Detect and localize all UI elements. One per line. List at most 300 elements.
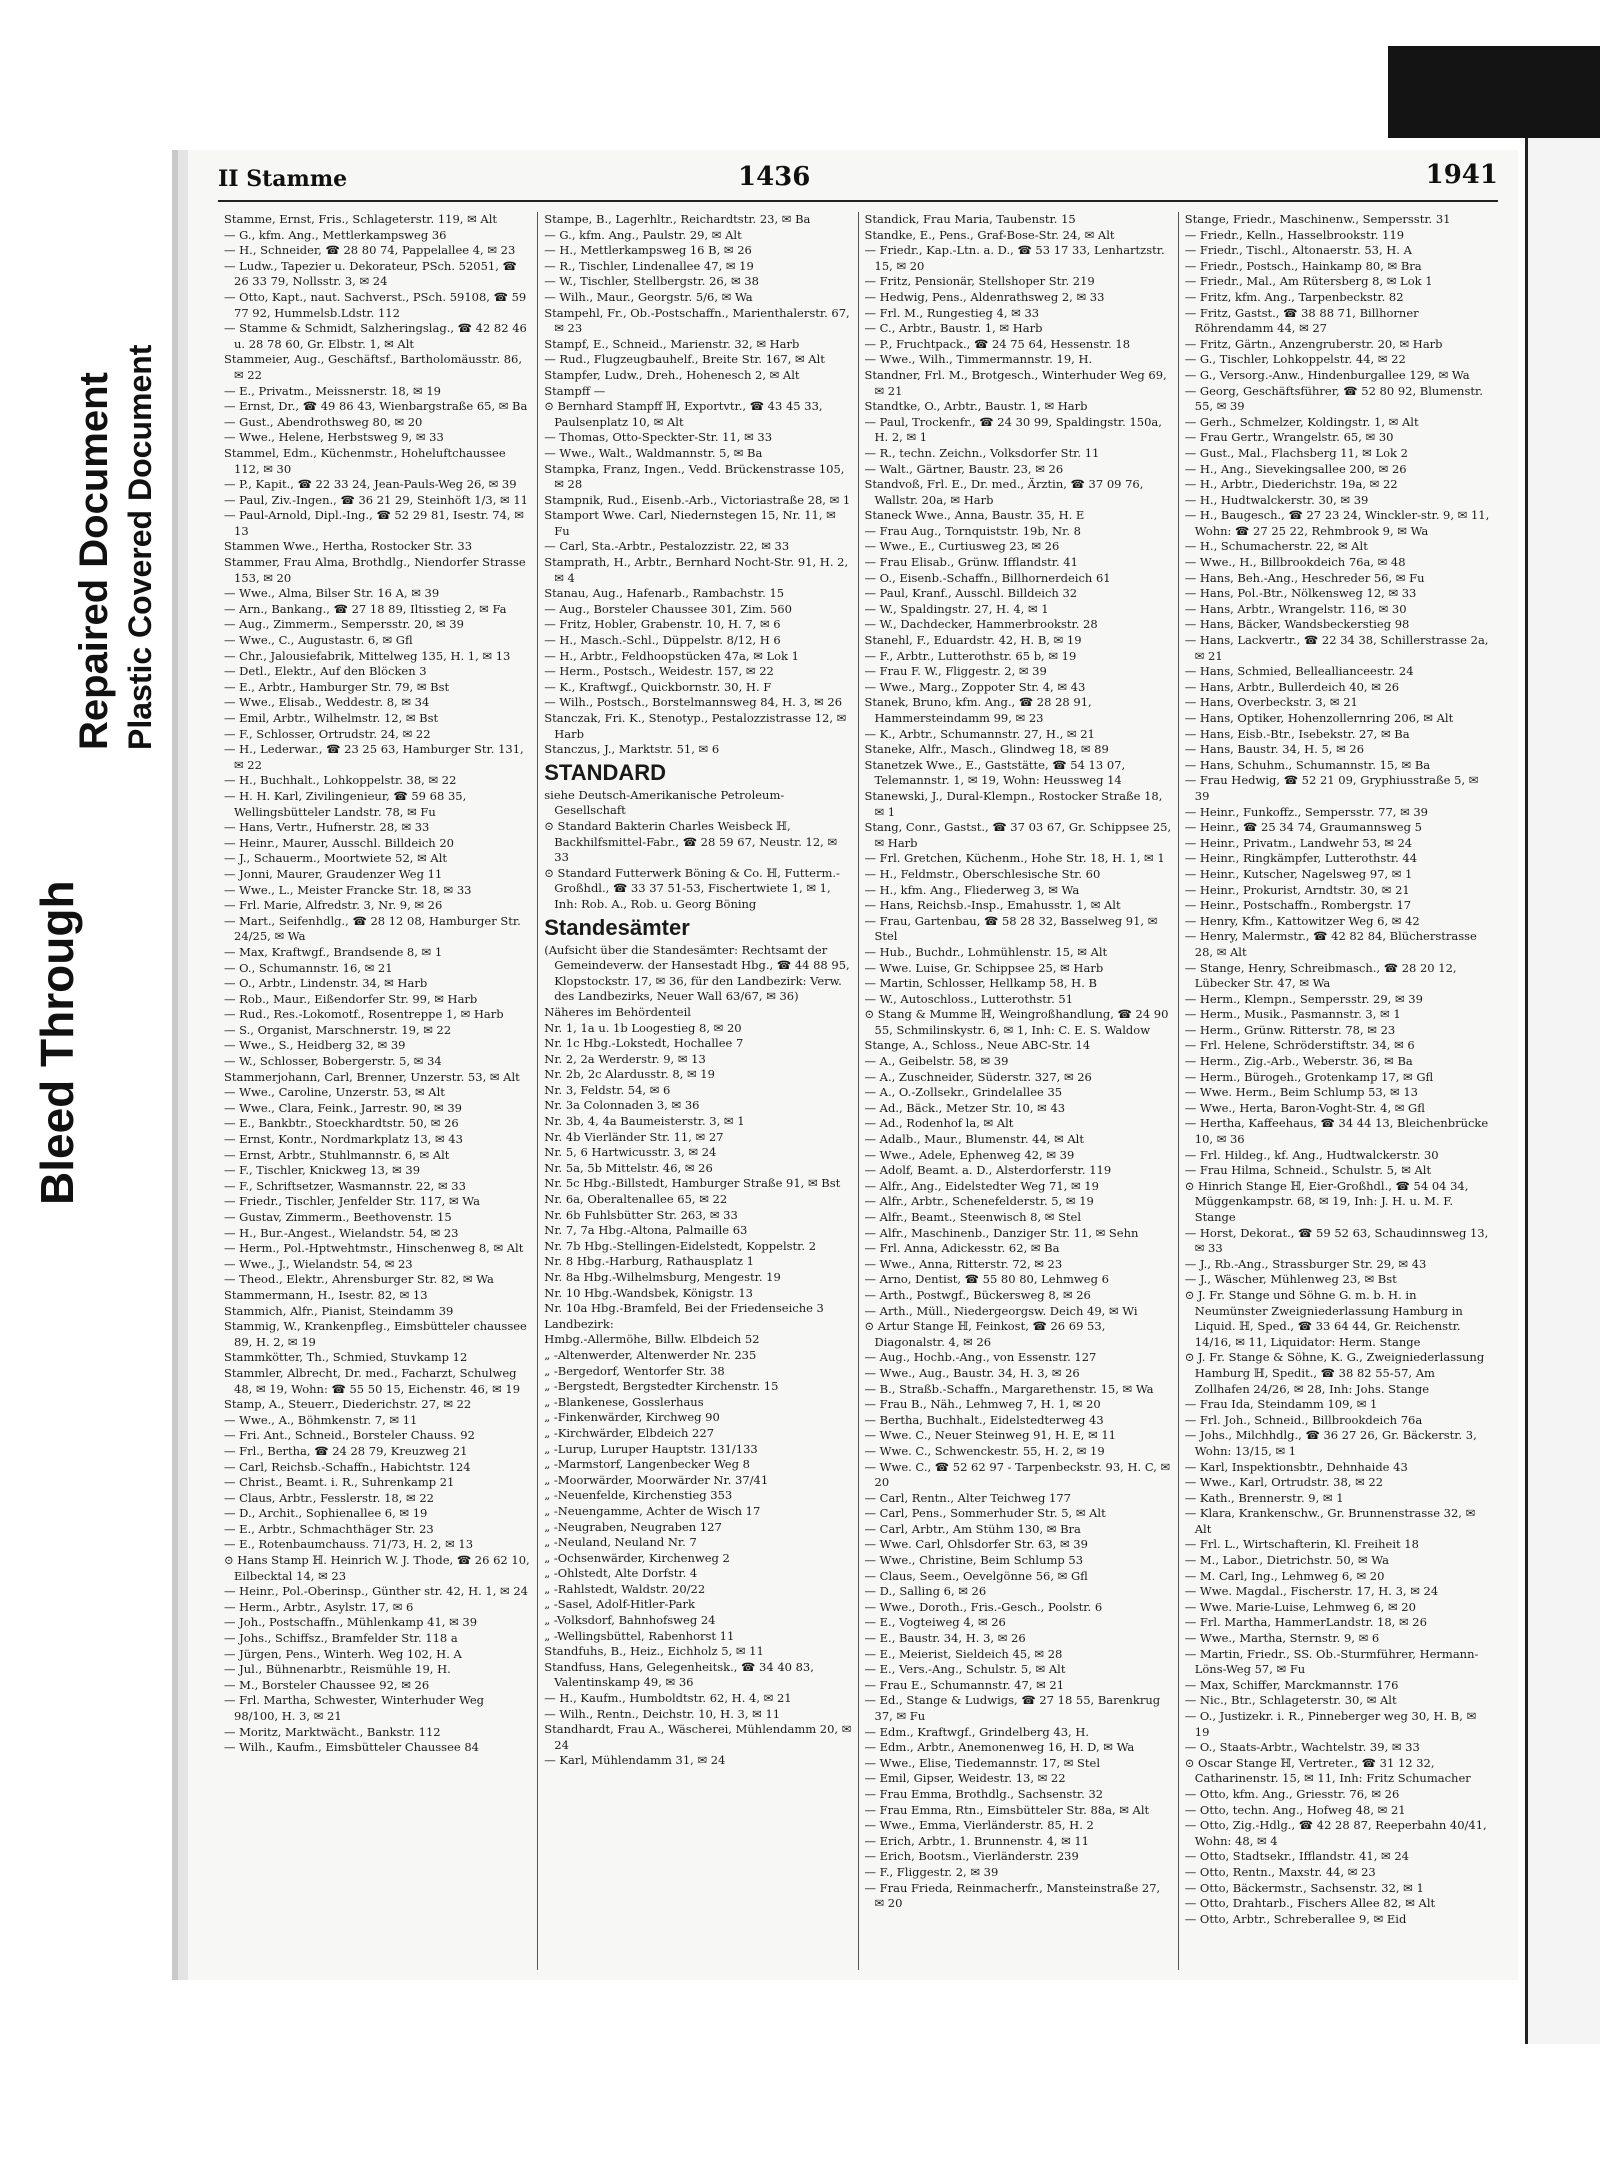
directory-entry: — Wwe. Magdal., Fischerstr. 17, H. 3, ✉ 24	[1184, 1584, 1439, 1599]
directory-entry: — Heinr., ☎ 25 34 74, Graumannsweg 5	[1184, 820, 1422, 835]
directory-entry: — Frl. M., Rungestieg 4, ✉ 33	[864, 305, 1040, 320]
directory-entry: — Otto, Rentn., Maxstr. 44, ✉ 23	[1184, 1864, 1376, 1879]
directory-entry: — B., Straßb.-Schaffn., Margarethenstr. 15, ✉ Wa	[864, 1381, 1154, 1396]
directory-entry: — G., Tischler, Lohkoppelstr. 44, ✉ 22	[1184, 352, 1406, 367]
directory-entry: — Wwe. C., ☎ 52 62 97 - Tarpenbeckstr. 93, H. C, ✉ 20	[864, 1459, 1171, 1490]
directory-entry: — Hans, Bäcker, Wandsbeckerstieg 98	[1184, 617, 1410, 632]
directory-entry: Stammen Wwe., Hertha, Rostocker Str. 33	[224, 539, 473, 554]
directory-entry: — Paul, Trockenfr., ☎ 24 30 99, Spaldingstr. 150a, H. 2, ✉ 1	[864, 414, 1162, 445]
directory-entry: „ -Kirchwärder, Elbdeich 227	[544, 1425, 715, 1440]
directory-entry: — Frl. Helene, Schröderstiftstr. 34, ✉ 6	[1184, 1038, 1415, 1053]
directory-entry: — Martin, Schlosser, Hellkamp 58, H. B	[864, 976, 1097, 991]
directory-entry: — Friedr., Kap.-Ltn. a. D., ☎ 53 17 33, Lenhartzstr. 15, ✉ 20	[864, 243, 1165, 273]
directory-entry: — Stange, Henry, Schreibmasch., ☎ 28 20 12, Lübecker Str. 47, ✉ Wa	[1184, 960, 1457, 991]
directory-entry: — Frau Frieda, Reinmacherfr., Mansteinstraße 27, ✉ 20	[864, 1880, 1161, 1911]
directory-entry: — Wwe., L., Meister Francke Str. 18, ✉ 33	[224, 882, 472, 897]
directory-entry: — Aug., Zimmerm., Sempersstr. 20, ✉ 39	[224, 617, 464, 632]
directory-page	[172, 150, 1518, 1980]
directory-entry: — Herm., Grünw. Ritterstr. 78, ✉ 23	[1184, 1022, 1396, 1037]
directory-entry: — Aug., Hochb.-Ang., von Essenstr. 127	[864, 1350, 1097, 1365]
directory-entry: „ -Neuengamme, Achter de Wisch 17	[544, 1503, 761, 1518]
directory-entry: — O., Staats-Arbtr., Wachtelstr. 39, ✉ 33	[1184, 1740, 1420, 1755]
directory-entry: — Hedwig, Pens., Aldenrathsweg 2, ✉ 33	[864, 289, 1105, 304]
plastic-covered-label: Plastic Covered Document	[122, 344, 158, 750]
directory-entry: Stanetzek Wwe., E., Gaststätte, ☎ 54 13 07, Telemannstr. 1, ✉ 19, Wohn: Heussweg 14	[864, 757, 1126, 788]
directory-entry: — Friedr., Tischler, Jenfelder Str. 117, ✉ Wa	[224, 1194, 480, 1209]
page-number: 1436	[738, 162, 811, 192]
directory-entry: — Friedr., Kelln., Hasselbrookstr. 119	[1184, 227, 1405, 242]
directory-entry: — Frau F. W., Fliggestr. 2, ✉ 39	[864, 664, 1047, 679]
directory-entry: — E., Rotenbaumchauss. 71/73, H. 2, ✉ 13	[224, 1537, 474, 1552]
directory-entry: — M., Labor., Dietrichstr. 50, ✉ Wa	[1184, 1553, 1389, 1568]
directory-entry: Stange, A., Schloss., Neue ABC-Str. 14	[864, 1038, 1091, 1053]
directory-entry: Stang, Conr., Gastst., ☎ 37 03 67, Gr. Schippsee 25, ✉ Harb	[864, 820, 1172, 850]
directory-entry: — Wilh., Maur., Georgstr. 5/6, ✉ Wa	[544, 289, 753, 304]
directory-entry: Stammeier, Aug., Geschäftsf., Bartholomäusstr. 86, ✉ 22	[224, 352, 523, 382]
directory-entry: — Frau Gertr., Wrangelstr. 65, ✉ 30	[1184, 430, 1394, 445]
directory-entry: — Hans, Baustr. 34, H. 5, ✉ 26	[1184, 742, 1365, 757]
directory-entry: — Wwe. Luise, Gr. Schippsee 25, ✉ Harb	[864, 960, 1104, 975]
directory-entry: — Adolf, Beamt. a. D., Alsterdorferstr. 119	[864, 1163, 1112, 1178]
directory-entry: — Fritz, kfm. Ang., Tarpenbeckstr. 82	[1184, 289, 1404, 304]
directory-entry: STANDARD	[544, 759, 667, 785]
directory-entry: — M. Carl, Ing., Lehmweg 6, ✉ 20	[1184, 1568, 1385, 1583]
directory-entry: — Paul-Arnold, Dipl.-Ing., ☎ 52 29 81, Isestr. 74, ✉ 13	[224, 508, 524, 538]
directory-entry: Standick, Frau Maria, Taubenstr. 15	[864, 212, 1076, 226]
directory-entry: Stange, Friedr., Maschinenw., Sempersstr. 31	[1184, 212, 1451, 226]
directory-entry: — Wwe., Elisab., Weddestr. 8, ✉ 34	[224, 695, 430, 710]
directory-entry: Nr. 2b, 2c Alardusstr. 8, ✉ 19	[544, 1067, 715, 1082]
directory-entry: Stammel, Edm., Küchenmstr., Hoheluftchaussee 112, ✉ 30	[224, 445, 506, 476]
directory-entry: — Wwe., Aug., Baustr. 34, H. 3, ✉ 26	[864, 1365, 1080, 1380]
directory-entry: — Otto, kfm. Ang., Griesstr. 76, ✉ 26	[1184, 1786, 1400, 1801]
directory-entry: — Ad., Bäck., Metzer Str. 10, ✉ 43	[864, 1100, 1066, 1115]
directory-entry: „ -Marmstorf, Langenbecker Weg 8	[544, 1457, 750, 1472]
directory-entry: — P., Fruchtpack., ☎ 24 75 64, Hessenstr. 18	[864, 336, 1131, 351]
directory-entry: — A., Zuschneider, Süderstr. 327, ✉ 26	[864, 1069, 1092, 1084]
directory-entry: — E., Arbtr., Hamburger Str. 79, ✉ Bst	[224, 679, 450, 694]
directory-entry: — Christ., Beamt. i. R., Suhrenkamp 21	[224, 1475, 455, 1490]
directory-entry: — Frl., Bertha, ☎ 24 28 79, Kreuzweg 21	[224, 1443, 468, 1458]
directory-entry: — Wwe., Caroline, Unzerstr. 53, ✉ Alt	[224, 1085, 445, 1100]
directory-entry: — E., Baustr. 34, H. 3, ✉ 26	[864, 1631, 1026, 1646]
directory-entry: — Wwe., Elise, Tiedemannstr. 17, ✉ Stel	[864, 1755, 1101, 1770]
directory-entry: — Otto, Stadtsekr., Ifflandstr. 41, ✉ 24	[1184, 1849, 1409, 1864]
directory-entry: — Georg, Geschäftsführer, ☎ 52 80 92, Blumenstr. 55, ✉ 39	[1184, 383, 1483, 414]
directory-entry: — J., Schauerm., Moortwiete 52, ✉ Alt	[224, 851, 447, 866]
bleed-through-label: Bleed Through	[31, 880, 83, 1205]
directory-entry: — Thomas, Otto-Speckter-Str. 11, ✉ 33	[544, 430, 773, 445]
directory-entry: Näheres im Behördenteil	[544, 1004, 691, 1019]
directory-entry: — Friedr., Tischl., Altonaerstr. 53, H. A	[1184, 243, 1412, 258]
directory-entry: Nr. 6a, Oberaltenallee 65, ✉ 22	[544, 1192, 728, 1207]
directory-entry: — Frl. L., Wirtschafterin, Kl. Freiheit 18	[1184, 1537, 1419, 1552]
directory-entry: — Chr., Jalousiefabrik, Mittelweg 135, H. 1, ✉ 13	[224, 648, 511, 663]
directory-entry: — G., kfm. Ang., Mettlerkampsweg 36	[224, 227, 447, 242]
directory-entry: — Herm., Arbtr., Asylstr. 17, ✉ 6	[224, 1599, 414, 1614]
column-3	[859, 212, 1179, 1970]
directory-entry: — Johs., Milchhdlg., ☎ 36 27 26, Gr. Bäckerstr. 3, Wohn: 13/15, ✉ 1	[1184, 1428, 1477, 1458]
directory-entry: ⊙ Standard Bakterin Charles Weisbeck ℍ, Backhilfsmittel-Fabr., ☎ 28 59 67, Neustr. 12, ✉ 33	[544, 818, 838, 865]
directory-entry: — Hans, Arbtr., Wrangelstr. 116, ✉ 30	[1184, 601, 1407, 616]
directory-entry: Nr. 1, 1a u. 1b Loogestieg 8, ✉ 20	[544, 1020, 742, 1035]
directory-entry: — H., Schumacherstr. 22, ✉ Alt	[1184, 539, 1368, 554]
directory-entry: — H., Feldmstr., Oberschlesische Str. 60	[864, 866, 1101, 881]
directory-entry: — Wwe., Doroth., Fris.-Gesch., Poolstr. 6	[864, 1599, 1103, 1614]
directory-entry: — Martin, Friedr., SS. Ob.-Sturmführer, Hermann-Löns-Weg 57, ✉ Fu	[1184, 1646, 1479, 1677]
directory-entry: — Frau Emma, Brothdlg., Sachsenstr. 32	[864, 1786, 1104, 1801]
directory-entry: — Hans, Schuhm., Schumannstr. 15, ✉ Ba	[1184, 757, 1431, 772]
directory-entry: — Frl. Marie, Alfredstr. 3, Nr. 9, ✉ 26	[224, 898, 443, 913]
directory-entry: — Mart., Seifenhdlg., ☎ 28 12 08, Hamburger Str. 24/25, ✉ Wa	[224, 913, 521, 944]
directory-entry: Stampf, E., Schneid., Marienstr. 32, ✉ Harb	[544, 336, 800, 351]
directory-entry: — Otto, Arbtr., Schreberallee 9, ✉ Eid	[1184, 1911, 1407, 1926]
directory-entry: — Frl. Martha, Schwester, Winterhuder Weg 98/100, H. 3, ✉ 21	[224, 1693, 485, 1723]
directory-entry: — W., Schlosser, Bobergerstr. 5, ✉ 34	[224, 1054, 442, 1069]
directory-entry: Standfuhs, B., Heiz., Eichholz 5, ✉ 11	[544, 1644, 764, 1659]
directory-entry: — O., Arbtr., Lindenstr. 34, ✉ Harb	[224, 976, 428, 991]
directory-entry: — W., Autoschloss., Lutterothstr. 51	[864, 991, 1074, 1006]
directory-entry: Stammich, Alfr., Pianist, Steindamm 39	[224, 1303, 454, 1318]
directory-entry: — Heinr., Postschaffn., Rombergstr. 17	[1184, 898, 1412, 913]
directory-entry: — Alfr., Arbtr., Schenefelderstr. 5, ✉ 19	[864, 1194, 1094, 1209]
directory-entry: — Ernst, Kontr., Nordmarkplatz 13, ✉ 43	[224, 1132, 463, 1147]
directory-entry: — Emil, Arbtr., Wilhelmstr. 12, ✉ Bst	[224, 711, 439, 725]
directory-entry: Stammler, Albrecht, Dr. med., Facharzt, Schulweg 48, ✉ 19, Wohn: ☎ 55 50 15, Eichenstr. 46, ✉ 19	[224, 1365, 521, 1396]
directory-entry: — H., Mettlerkampsweg 16 B, ✉ 26	[544, 243, 752, 258]
directory-entry: Stanek, Bruno, kfm. Ang., ☎ 28 28 91, Hammersteindamm 99, ✉ 23	[864, 695, 1092, 725]
directory-entry: Nr. 10a Hbg.-Bramfeld, Bei der Friedenseiche 3	[544, 1301, 824, 1316]
directory-entry: — Wwe., Karl, Ortrudstr. 38, ✉ 22	[1184, 1475, 1384, 1490]
directory-entry: — Gerh., Schmelzer, Koldingstr. 1, ✉ Alt	[1184, 414, 1419, 429]
directory-entry: Stamport Wwe. Carl, Niedernstegen 15, Nr. 11, ✉ Fu	[544, 508, 836, 538]
directory-entry: — Heinr., Privatm., Landwehr 53, ✉ 24	[1184, 835, 1413, 850]
directory-entry: — Frau B., Näh., Lehmweg 7, H. 1, ✉ 20	[864, 1397, 1101, 1412]
directory-entry: — Wwe., Helene, Herbstsweg 9, ✉ 33	[224, 430, 444, 445]
directory-entry: Nr. 3a Colonnaden 3, ✉ 36	[544, 1098, 700, 1113]
directory-entry: — Horst, Dekorat., ☎ 59 52 63, Schaudinnsweg 13, ✉ 33	[1184, 1225, 1489, 1256]
directory-entry: — Fri. Ant., Schneid., Borsteler Chauss. 92	[224, 1428, 475, 1443]
directory-entry: — Rob., Maur., Eißendorfer Str. 99, ✉ Harb	[224, 991, 478, 1006]
directory-entry: — Alfr., Beamt., Steenwisch 8, ✉ Stel	[864, 1210, 1082, 1224]
directory-entry: Stanehl, F., Eduardstr. 42, H. B, ✉ 19	[864, 633, 1082, 648]
directory-entry: — Wwe., S., Heidberg 32, ✉ 39	[224, 1038, 406, 1053]
directory-entry: „ -Neuenfelde, Kirchenstieg 353	[544, 1488, 733, 1503]
directory-entry: — Wwe., H., Billbrookdeich 76a, ✉ 48	[1184, 555, 1406, 570]
directory-entry: — E., Bankbtr., Stoeckhardtstr. 50, ✉ 26	[224, 1116, 459, 1131]
directory-entry: — Friedr., Postsch., Hainkamp 80, ✉ Bra	[1184, 258, 1422, 273]
directory-entry: Standvoß, Frl. E., Dr. med., Ärztin, ☎ 37 09 76, Wallstr. 20a, ✉ Harb	[864, 477, 1144, 507]
directory-entry: — Edm., Arbtr., Anemonenweg 16, H. D, ✉ Wa	[864, 1740, 1135, 1755]
directory-entry: — Wilh., Kaufm., Eimsbütteler Chaussee 84	[224, 1740, 479, 1755]
directory-entry: — Hans, Eisb.-Btr., Isebekstr. 27, ✉ Ba	[1184, 726, 1410, 741]
directory-entry: — M., Borsteler Chaussee 92, ✉ 26	[224, 1677, 430, 1692]
directory-entry: Stampff —	[544, 383, 606, 398]
directory-entry: Nr. 5a, 5b Mittelstr. 46, ✉ 26	[544, 1160, 713, 1175]
directory-entry: — Herm., Bürogeh., Grotenkamp 17, ✉ Gfl	[1184, 1069, 1434, 1084]
directory-entry: — Max, Kraftwgf., Brandsende 8, ✉ 1	[224, 944, 443, 959]
directory-entry: — Frau Ida, Steindamm 109, ✉ 1	[1184, 1397, 1378, 1412]
directory-entry: Stanczak, Fri. K., Stenotyp., Pestalozzistrasse 12, ✉ Harb	[544, 711, 847, 741]
directory-entry: „ -Bergedorf, Wentorfer Str. 38	[544, 1363, 725, 1378]
directory-entry: — Otto, techn. Ang., Hofweg 48, ✉ 21	[1184, 1802, 1406, 1817]
directory-entry: — H., Kaufm., Humboldtstr. 62, H. 4, ✉ 21	[544, 1691, 792, 1706]
directory-entry: — Carl, Arbtr., Am Stühm 130, ✉ Bra	[864, 1521, 1081, 1536]
directory-entry: — H., Masch.-Schl., Düppelstr. 8/12, H 6	[544, 633, 781, 648]
directory-entry: — Fritz, Pensionär, Stellshoper Str. 219	[864, 274, 1095, 289]
directory-entry: — W., Spaldingstr. 27, H. 4, ✉ 1	[864, 601, 1049, 616]
directory-entry: — Bertha, Buchhalt., Eidelstedterweg 43	[864, 1412, 1104, 1427]
directory-entry: ⊙ Hinrich Stange ℍ, Eier-Großhdl., ☎ 54 04 34, Müggenkampstr. 68, ✉ 19, Inh: J. H. u. M. F. Stange	[1184, 1178, 1469, 1224]
directory-entry: „ -Ohlstedt, Alte Dorfstr. 4	[544, 1566, 698, 1581]
directory-entry: — Paul, Ziv.-Ingen., ☎ 36 21 29, Steinhöft 1/3, ✉ 11	[224, 492, 528, 507]
directory-entry: — Wwe., Herta, Baron-Voght-Str. 4, ✉ Gfl	[1184, 1100, 1425, 1115]
directory-entry: — Klara, Krankenschw., Gr. Brunnenstrasse 32, ✉ Alt	[1184, 1506, 1476, 1536]
entry-columns	[218, 212, 1498, 1970]
directory-entry: — Frau Elisab., Grünw. Ifflandstr. 41	[864, 555, 1078, 570]
directory-entry: Nr. 8a Hbg.-Wilhelmsburg, Mengestr. 19	[544, 1270, 781, 1284]
directory-entry: — H., Schneider, ☎ 28 80 74, Pappelallee 4, ✉ 23	[224, 243, 516, 258]
directory-entry: „ -Bergstedt, Bergstedter Kirchenstr. 15	[544, 1379, 779, 1394]
directory-entry: Landbezirk:	[544, 1316, 614, 1331]
directory-entry: — O., Eisenb.-Schaffn., Billhornerdeich 61	[864, 570, 1111, 585]
directory-entry: Nr. 5, 6 Hartwicusstr. 3, ✉ 24	[544, 1145, 717, 1160]
directory-entry: — Heinr., Kutscher, Nagelsweg 97, ✉ 1	[1184, 866, 1413, 881]
directory-entry: — J., Rb.-Ang., Strassburger Str. 29, ✉ 43	[1184, 1256, 1427, 1271]
directory-entry: — Hans, Arbtr., Bullerdeich 40, ✉ 26	[1184, 679, 1400, 694]
directory-entry: — Fritz, Gastst., ☎ 38 88 71, Billhorner Röhrendamm 44, ✉ 27	[1184, 305, 1419, 336]
directory-entry: — H., Lederwar., ☎ 23 25 63, Hamburger Str. 131, ✉ 22	[224, 742, 524, 772]
directory-entry: — Ed., Stange & Ludwigs, ☎ 27 18 55, Barenkrug 37, ✉ Fu	[864, 1693, 1161, 1723]
directory-entry: — Otto, Bäckermstr., Sachsenstr. 32, ✉ 1	[1184, 1880, 1424, 1895]
directory-entry: — Frau Aug., Tornquiststr. 19b, Nr. 8	[864, 523, 1081, 538]
directory-entry: — Wwe., Anna, Ritterstr. 72, ✉ 23	[864, 1256, 1063, 1271]
directory-entry: — Heinr., Funkoffz., Sempersstr. 77, ✉ 39	[1184, 804, 1428, 819]
directory-entry: — Fritz, Hobler, Grabenstr. 10, H. 7, ✉ 6	[544, 617, 781, 632]
directory-entry: — Rud., Flugzeugbauhelf., Breite Str. 167, ✉ Alt	[544, 352, 825, 367]
directory-entry: — Wwe. Marie-Luise, Lehmweg 6, ✉ 20	[1184, 1599, 1416, 1614]
directory-entry: — Erich, Arbtr., 1. Brunnenstr. 4, ✉ 11	[864, 1833, 1089, 1848]
directory-entry: (Aufsicht über die Standesämter: Rechtsamt der Gemeindeverw. der Hansestadt Hbg., ☎ 44 88 95, Klopstockstr. 17, ✉ 36, für den Landbezirk: Verw. des Landbezirks, Neuer Wall 63/67, ✉ 36)	[544, 942, 850, 1004]
directory-entry: Nr. 2, 2a Werderstr. 9, ✉ 13	[544, 1051, 706, 1066]
directory-entry: — O., Justizekr. i. R., Pinneberger weg 30, H. B, ✉ 19	[1184, 1709, 1477, 1739]
directory-entry: Stammig, W., Krankenpfleg., Eimsbütteler chaussee 89, H. 2, ✉ 19	[224, 1319, 527, 1349]
directory-entry: Nr. 8 Hbg.-Harburg, Rathausplatz 1	[544, 1254, 754, 1269]
directory-entry: — Wwe., Wilh., Timmermannstr. 19, H.	[864, 352, 1093, 367]
directory-entry: — G., kfm. Ang., Paulstr. 29, ✉ Alt	[544, 227, 742, 242]
directory-entry: — Jonni, Maurer, Graudenzer Weg 11	[224, 866, 443, 881]
directory-entry: — E., Vogteiweg 4, ✉ 26	[864, 1615, 1006, 1630]
directory-entry: „ -Blankenese, Gosslerhaus	[544, 1394, 704, 1409]
directory-entry: — W., Tischler, Stellbergstr. 26, ✉ 38	[544, 274, 759, 289]
column-1	[218, 212, 538, 1970]
directory-entry: — Heinr., Pol.-Oberinsp., Günther str. 42, H. 1, ✉ 24	[224, 1584, 528, 1599]
directory-entry: — Detl., Elektr., Auf den Blöcken 3	[224, 664, 427, 679]
directory-entry: — H. H. Karl, Zivilingenieur, ☎ 59 68 35, Wellingsbütteler Landstr. 78, ✉ Fu	[224, 788, 467, 819]
directory-entry: — Wwe., A., Böhmkenstr. 7, ✉ 11	[224, 1412, 418, 1427]
directory-entry: — H., Buchhalt., Lohkoppelstr. 38, ✉ 22	[224, 773, 457, 788]
directory-entry: „ -Finkenwärder, Kirchweg 90	[544, 1410, 720, 1425]
directory-entry: — Hans, Vertr., Hufnerstr. 28, ✉ 33	[224, 820, 430, 835]
directory-entry: „ -Volksdorf, Bahnhofsweg 24	[544, 1613, 716, 1628]
directory-entry: ⊙ Oscar Stange ℍ, Vertreter., ☎ 31 12 32, Catharinenstr. 15, ✉ 11, Inh: Fritz Schumacher	[1184, 1755, 1471, 1786]
directory-entry: — Wwe., E., Curtiusweg 23, ✉ 26	[864, 539, 1060, 554]
directory-entry: — Alfr., Maschinenb., Danziger Str. 11, ✉ Sehn	[864, 1225, 1139, 1240]
directory-entry: — Erich, Bootsm., Vierländerstr. 239	[864, 1849, 1079, 1864]
directory-entry: — K., Arbtr., Schumannstr. 27, H., ✉ 21	[864, 726, 1095, 741]
directory-entry: — Wwe. Herm., Beim Schlump 53, ✉ 13	[1184, 1085, 1418, 1100]
directory-entry: Stampehl, Fr., Ob.-Postschaffn., Marienthalerstr. 67, ✉ 23	[544, 305, 850, 336]
directory-entry: — Otto, Zig.-Hdlg., ☎ 42 28 87, Reeperbahn 40/41, Wohn: 48, ✉ 4	[1184, 1818, 1487, 1848]
directory-entry: — Hans, Beh.-Ang., Heschreder 56, ✉ Fu	[1184, 570, 1425, 585]
directory-entry: — Theod., Elektr., Ahrensburger Str. 82, ✉ Wa	[224, 1272, 494, 1287]
directory-entry: — Frl. Joh., Schneid., Billbrookdeich 76a	[1184, 1412, 1423, 1427]
directory-entry: — Wilh., Rentn., Deichstr. 10, H. 3, ✉ 11	[544, 1706, 781, 1721]
directory-entry: — F., Schriftsetzer, Wasmannstr. 22, ✉ 33	[224, 1178, 466, 1193]
directory-entry: Standtke, O., Arbtr., Baustr. 1, ✉ Harb	[864, 399, 1088, 414]
directory-entry: — Frau, Gartenbau, ☎ 58 28 32, Basselweg 91, ✉ Stel	[864, 913, 1158, 944]
directory-entry: — Ad., Rodenhof la, ✉ Alt	[864, 1116, 1014, 1131]
column-2	[538, 212, 858, 1970]
directory-entry: Stampka, Franz, Ingen., Vedd. Brückenstrasse 105, ✉ 28	[544, 461, 845, 492]
directory-entry: „ -Wellingsbüttel, Rabenhorst 11	[544, 1628, 735, 1643]
directory-entry: — Paul, Kranf., Ausschl. Billdeich 32	[864, 586, 1078, 601]
directory-entry: — H., Arbtr., Diederichstr. 19a, ✉ 22	[1184, 477, 1398, 492]
directory-entry: — Emil, Gipser, Weidestr. 13, ✉ 22	[864, 1771, 1066, 1786]
directory-entry: — Arno, Dentist, ☎ 55 80 80, Lehmweg 6	[864, 1272, 1109, 1287]
page-header	[218, 158, 1498, 198]
section-title: II Stamme	[218, 166, 348, 192]
directory-entry: — E., Meierist, Sieldeich 45, ✉ 28	[864, 1646, 1063, 1661]
directory-entry: Nr. 7, 7a Hbg.-Altona, Palmaille 63	[544, 1223, 748, 1238]
directory-entry: — Hans, Pol.-Btr., Nölkensweg 12, ✉ 33	[1184, 586, 1417, 601]
directory-entry: ⊙ J. Fr. Stange & Söhne, K. G., Zweigniederlassung Hamburg ℍ, Spedit., ☎ 38 82 55-57, Am Zollhafen 24/26, ✉ 28, Inh: Johs. Stange	[1184, 1350, 1485, 1396]
directory-entry: Standner, Frl. M., Brotgesch., Winterhuder Weg 69, ✉ 21	[864, 367, 1167, 398]
directory-entry: — Herm., Musik., Pasmannstr. 3, ✉ 1	[1184, 1007, 1401, 1022]
directory-entry: — Alfr., Ang., Eidelstedter Weg 71, ✉ 19	[864, 1178, 1099, 1193]
directory-entry: Stammer, Frau Alma, Brothdlg., Niendorfer Strasse 153, ✉ 20	[224, 555, 526, 585]
directory-entry: — Adalb., Maur., Blumenstr. 44, ✉ Alt	[864, 1132, 1084, 1147]
directory-entry: ⊙ J. Fr. Stange und Söhne G. m. b. H. in Neumünster Zweigniederlassung Hamburg in Liquid. ℍ, Sped., ☎ 33 64 44, Gr. Reichenstr. 14/16, ✉ 11, Liquidator: Herm. Stange	[1184, 1287, 1463, 1349]
directory-entry: — R., techn. Zeichn., Volksdorfer Str. 11	[864, 445, 1100, 460]
directory-entry: — F., Tischler, Knickweg 13, ✉ 39	[224, 1163, 421, 1178]
directory-entry: Staneck Wwe., Anna, Baustr. 35, H. E	[864, 508, 1085, 523]
directory-entry: — Wwe., Adele, Ephenweg 42, ✉ 39	[864, 1147, 1075, 1162]
directory-entry: — Gust., Abendrothsweg 80, ✉ 20	[224, 414, 423, 429]
directory-entry: Stammerjohann, Carl, Brenner, Unzerstr. 53, ✉ Alt	[224, 1069, 520, 1084]
directory-entry: — C., Arbtr., Baustr. 1, ✉ Harb	[864, 321, 1043, 336]
column-4	[1179, 212, 1498, 1970]
directory-entry: — Arth., Postwgf., Bückersweg 8, ✉ 26	[864, 1287, 1091, 1302]
directory-entry: — D., Archit., Sophienallee 6, ✉ 19	[224, 1506, 428, 1521]
directory-entry: — Moritz, Marktwächt., Bankstr. 112	[224, 1724, 441, 1739]
next-page-edge	[1525, 138, 1600, 2044]
directory-entry: — Max, Schiffer, Marckmannstr. 176	[1184, 1677, 1399, 1692]
directory-entry: — Wwe., Marg., Zoppoter Str. 4, ✉ 43	[864, 679, 1086, 694]
directory-entry: — Carl, Rentn., Alter Teichweg 177	[864, 1490, 1071, 1505]
directory-entry: — Carl, Reichsb.-Schaffn., Habichtstr. 124	[224, 1459, 471, 1474]
directory-entry: — W., Dachdecker, Hammerbrookstr. 28	[864, 617, 1098, 632]
directory-entry: — Kath., Brennerstr. 9, ✉ 1	[1184, 1490, 1344, 1505]
directory-entry: — Karl, Mühlendamm 31, ✉ 24	[544, 1753, 726, 1768]
directory-entry: — P., Kapit., ☎ 22 33 24, Jean-Pauls-Weg 26, ✉ 39	[224, 477, 517, 492]
directory-entry: — Heinr., Ringkämpfer, Lutterothstr. 44	[1184, 851, 1418, 866]
directory-entry: — Jul., Bühnenarbtr., Reismühle 19, H.	[224, 1662, 451, 1677]
directory-entry: — H., Baugesch., ☎ 27 23 24, Winckler-str. 9, ✉ 11, Wohn: ☎ 27 25 22, Rehmbrook 9, ✉ Wa	[1184, 508, 1490, 538]
directory-entry: — Heinr., Prokurist, Arndtstr. 30, ✉ 21	[1184, 882, 1410, 897]
directory-entry: Hmbg.-Allermöhe, Billw. Elbdeich 52	[544, 1332, 760, 1347]
directory-entry: — Herm., Postsch., Weidestr. 157, ✉ 22	[544, 664, 774, 679]
directory-entry: — A., O.-Zollsekr., Grindelallee 35	[864, 1085, 1063, 1100]
directory-entry: — Frau Hilma, Schneid., Schulstr. 5, ✉ Alt	[1184, 1163, 1432, 1178]
directory-entry: Stanewski, J., Dural-Klempn., Rostocker Straße 18, ✉ 1	[864, 788, 1163, 819]
directory-entry: — Herm., Pol.-Hptwehtmstr., Hinschenweg 8, ✉ Alt	[224, 1241, 524, 1256]
directory-entry: Standesämter	[544, 914, 690, 940]
directory-entry: — Carl, Pens., Sommerhuder Str. 5, ✉ Alt	[864, 1506, 1106, 1521]
directory-entry: Nr. 4b Vierländer Str. 11, ✉ 27	[544, 1129, 724, 1144]
directory-entry: Stanau, Aug., Hafenarb., Rambachstr. 15	[544, 586, 785, 601]
directory-entry: — Wwe., Emma, Vierländerstr. 85, H. 2	[864, 1818, 1094, 1833]
directory-entry: — G., Versorg.-Anw., Hindenburgallee 129, ✉ Wa	[1184, 367, 1470, 382]
directory-entry: — Hans, Schmied, Belleallianceestr. 24	[1184, 664, 1414, 679]
directory-entry: ⊙ Stang & Mumme ℍ, Weingroßhandlung, ☎ 24 90 55, Schmilinskystr. 6, ✉ 1, Inh: C. E. S. Waldow	[864, 1007, 1169, 1037]
directory-entry: — Wwe., Walt., Waldmannstr. 5, ✉ Ba	[544, 445, 763, 460]
directory-entry: — Wwe. C., Schwenckestr. 55, H. 2, ✉ 19	[864, 1443, 1105, 1458]
directory-entry: — Arth., Müll., Niedergeorgsw. Deich 49, ✉ Wi	[864, 1303, 1138, 1318]
directory-entry: — H., Bur.-Angest., Wielandstr. 54, ✉ 23	[224, 1225, 459, 1240]
directory-entry: Nr. 7b Hbg.-Stellingen-Eidelstedt, Koppelstr. 2	[544, 1238, 817, 1253]
directory-entry: — Ernst, Dr., ☎ 49 86 43, Wienbargstraße 65, ✉ Ba	[224, 399, 528, 414]
directory-entry: — Aug., Borsteler Chaussee 301, Zim. 560	[544, 601, 792, 616]
directory-entry: — Frl. Gretchen, Küchenm., Hohe Str. 18, H. 1, ✉ 1	[864, 851, 1165, 866]
directory-entry: — Heinr., Maurer, Ausschl. Billdeich 20	[224, 835, 454, 850]
directory-entry: — Wilh., Postsch., Borstelmannsweg 84, H. 3, ✉ 26	[544, 695, 843, 710]
directory-entry: — Hub., Buchdr., Lohmühlenstr. 15, ✉ Alt	[864, 944, 1108, 959]
directory-entry: Stamme, Ernst, Fris., Schlageterstr. 119, ✉ Alt	[224, 212, 498, 226]
directory-entry: — K., Kraftwgf., Quickbornstr. 30, H. F	[544, 679, 772, 694]
directory-entry: „ -Lurup, Luruper Hauptstr. 131/133	[544, 1441, 758, 1456]
directory-entry: „ -Neuland, Neuland Nr. 7	[544, 1535, 697, 1550]
directory-entry: — Henry, Kfm., Kattowitzer Weg 6, ✉ 42	[1184, 913, 1420, 928]
directory-entry: — Frau Hedwig, ☎ 52 21 09, Gryphiusstraße 5, ✉ 39	[1184, 773, 1479, 803]
directory-entry: — Wwe. Carl, Ohlsdorfer Str. 63, ✉ 39	[864, 1537, 1088, 1552]
directory-entry: — Wwe., C., Augustastr. 6, ✉ Gfl	[224, 633, 413, 648]
directory-entry: — Gustav, Zimmerm., Beethovenstr. 15	[224, 1210, 452, 1224]
directory-entry: „ -Rahlstedt, Waldstr. 20/22	[544, 1581, 706, 1596]
directory-entry: Nr. 5c Hbg.-Billstedt, Hamburger Straße 91, ✉ Bst	[544, 1176, 841, 1191]
year-label: 1941	[1425, 160, 1498, 190]
directory-entry: — H., Hudtwalckerstr. 30, ✉ 39	[1184, 492, 1369, 507]
directory-entry: — Edm., Kraftwgf., Grindelberg 43, H.	[864, 1724, 1090, 1739]
directory-entry: — Johs., Schiffsz., Bramfelder Str. 118 a	[224, 1631, 458, 1646]
directory-entry: Nr. 6b Fuhlsbütter Str. 263, ✉ 33	[544, 1207, 738, 1222]
directory-entry: — Hans, Reichsb.-Insp., Emahusstr. 1, ✉ Alt	[864, 898, 1121, 913]
directory-entry: — H., kfm. Ang., Fliederweg 3, ✉ Wa	[864, 882, 1080, 897]
directory-entry: — D., Salling 6, ✉ 26	[864, 1584, 987, 1599]
directory-entry: — Arn., Bankang., ☎ 27 18 89, Iltisstieg 2, ✉ Fa	[224, 601, 507, 616]
directory-entry: — Frl. Anna, Adickesstr. 62, ✉ Ba	[864, 1241, 1060, 1256]
directory-entry: siehe Deutsch-Amerikanische Petroleum-Gesellschaft	[544, 787, 785, 818]
directory-entry: — Joh., Postschaffn., Mühlenkamp 41, ✉ 39	[224, 1615, 478, 1630]
directory-entry: ⊙ Artur Stange ℍ, Feinkost, ☎ 26 69 53, Diagonalstr. 4, ✉ 26	[864, 1319, 1106, 1349]
directory-entry: — Stamme & Schmidt, Salzheringslag., ☎ 42 82 46 u. 28 78 60, Gr. Elbstr. 1, ✉ Alt	[224, 321, 527, 351]
directory-entry: — Karl, Inspektionsbtr., Dehnhaide 43	[1184, 1459, 1408, 1474]
directory-entry: „ -Ochsenwärder, Kirchenweg 2	[544, 1550, 730, 1565]
directory-entry: — Hans, Lackvertr., ☎ 22 34 38, Schillerstrasse 2a, ✉ 21	[1184, 633, 1489, 663]
directory-entry: Stanczus, J., Marktstr. 51, ✉ 6	[544, 742, 720, 757]
directory-entry: — Wwe., Martha, Sternstr. 9, ✉ 6	[1184, 1631, 1380, 1646]
directory-entry: — Wwe., Clara, Feink., Jarrestr. 90, ✉ 39	[224, 1100, 462, 1115]
